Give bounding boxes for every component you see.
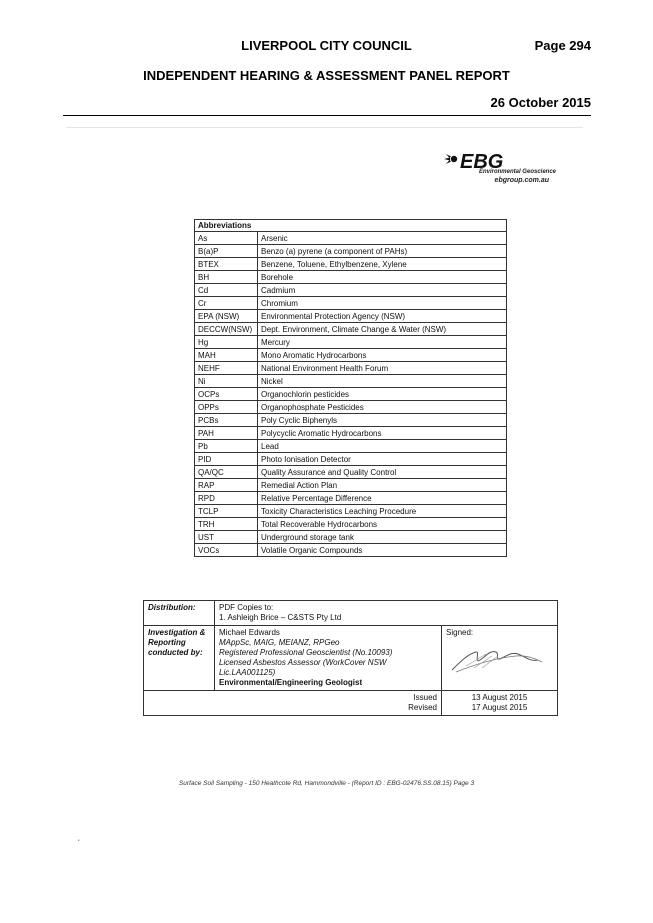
abbreviation-code: Cd: [195, 284, 258, 297]
author-licence: Licensed Asbestos Assessor (WorkCover NSW Lic.LAA001125): [219, 658, 387, 677]
report-title: INDEPENDENT HEARING & ASSESSMENT PANEL REPORT: [143, 68, 510, 83]
abbreviation-meaning: Volatile Organic Compounds: [258, 544, 507, 557]
abbreviations-table: [194, 219, 507, 557]
abbreviation-meaning: Dept. Environment, Climate Change & Water (NSW): [258, 323, 507, 336]
abbreviation-code: EPA (NSW): [195, 310, 258, 323]
abbreviation-code: MAH: [195, 349, 258, 362]
abbreviation-code: TRH: [195, 518, 258, 531]
abbreviation-code: BTEX: [195, 258, 258, 271]
dates-labels: [144, 691, 442, 716]
abbreviation-meaning: Quality Assurance and Quality Control: [258, 466, 507, 479]
abbreviation-row: [195, 518, 507, 531]
abbreviation-code: RPD: [195, 492, 258, 505]
abbreviation-meaning: Toxicity Characteristics Leaching Procedure: [258, 505, 507, 518]
abbreviation-row: [195, 427, 507, 440]
issued-date: 13 August 2015: [471, 693, 528, 702]
header-divider: [63, 115, 591, 116]
distribution-line-2: 1. Ashleigh Brice – C&STS Pty Ltd: [219, 613, 342, 622]
abbreviation-row: [195, 440, 507, 453]
abbreviation-row: [195, 245, 507, 258]
signature-image: [446, 642, 546, 676]
abbreviation-row: [195, 323, 507, 336]
abbreviation-code: RAP: [195, 479, 258, 492]
distribution-label: Distribution:: [144, 601, 215, 626]
abbreviation-code: Hg: [195, 336, 258, 349]
abbreviation-meaning: Mono Aromatic Hydrocarbons: [258, 349, 507, 362]
report-date: 26 October 2015: [490, 95, 591, 110]
abbreviation-row: [195, 284, 507, 297]
abbreviation-row: [195, 466, 507, 479]
abbreviation-code: OPPs: [195, 401, 258, 414]
page-number: Page 294: [534, 38, 591, 53]
abbreviation-row: [195, 375, 507, 388]
revised-label: Revised: [408, 703, 437, 712]
author-registration: Registered Professional Geoscientist (No.10093): [219, 648, 393, 657]
abbreviation-meaning: Nickel: [258, 375, 507, 388]
council-name: LIVERPOOL CITY COUNCIL: [241, 38, 412, 53]
abbreviation-meaning: Polycyclic Aromatic Hydrocarbons: [258, 427, 507, 440]
abbreviation-row: [195, 479, 507, 492]
abbreviation-code: B(a)P: [195, 245, 258, 258]
abbreviation-code: Pb: [195, 440, 258, 453]
abbreviation-code: As: [195, 232, 258, 245]
abbreviation-row: [195, 349, 507, 362]
abbreviation-row: [195, 401, 507, 414]
abbreviation-row: [195, 362, 507, 375]
abbreviation-row: [195, 505, 507, 518]
abbreviation-row: [195, 453, 507, 466]
abbreviation-row: [195, 414, 507, 427]
abbreviation-meaning: Lead: [258, 440, 507, 453]
abbreviation-code: OCPs: [195, 388, 258, 401]
distribution-line-1: PDF Copies to:: [219, 603, 274, 612]
abbreviation-meaning: Benzo (a) pyrene (a component of PAHs): [258, 245, 507, 258]
conducted-by-label: Investigation & Reporting conducted by:: [144, 626, 215, 691]
abbreviation-row: [195, 531, 507, 544]
abbreviation-row: [195, 388, 507, 401]
abbreviation-meaning: Chromium: [258, 297, 507, 310]
abbreviation-meaning: Photo Ionisation Detector: [258, 453, 507, 466]
distribution-table: [143, 600, 558, 716]
logo-wordmark: EBG: [460, 151, 504, 172]
abbreviation-meaning: Cadmium: [258, 284, 507, 297]
abbreviation-row: [195, 336, 507, 349]
author-qualifications: MAppSc, MAIG, MEIANZ, RPGeo: [219, 638, 340, 647]
logo-tagline: Environmental Geoscience: [478, 169, 556, 175]
abbreviation-code: QA/QC: [195, 466, 258, 479]
abbreviation-row: [195, 271, 507, 284]
issued-label: Issued: [413, 693, 437, 702]
abbreviation-meaning: Environmental Protection Agency (NSW): [258, 310, 507, 323]
signature-cell: [442, 626, 558, 691]
distribution-details: [215, 601, 558, 626]
abbreviation-code: VOCs: [195, 544, 258, 557]
abbreviation-code: Ni: [195, 375, 258, 388]
abbreviation-code: PID: [195, 453, 258, 466]
abbreviations-heading: Abbreviations: [195, 220, 507, 232]
abbreviation-meaning: Arsenic: [258, 232, 507, 245]
abbreviation-code: NEHF: [195, 362, 258, 375]
stray-mark: ʻ: [78, 838, 80, 847]
abbreviation-code: PCBs: [195, 414, 258, 427]
abbreviation-code: Cr: [195, 297, 258, 310]
abbreviation-meaning: Poly Cyclic Biphenyls: [258, 414, 507, 427]
abbreviation-code: UST: [195, 531, 258, 544]
abbreviation-meaning: Total Recoverable Hydrocarbons: [258, 518, 507, 531]
logo-url: ebgroup.com.au: [494, 177, 549, 184]
abbreviation-meaning: Underground storage tank: [258, 531, 507, 544]
author-name: Michael Edwards: [219, 628, 280, 637]
abbreviation-code: PAH: [195, 427, 258, 440]
dates-values: [442, 691, 558, 716]
abbreviation-meaning: Remedial Action Plan: [258, 479, 507, 492]
revised-date: 17 August 2015: [471, 703, 528, 712]
abbreviation-row: [195, 258, 507, 271]
abbreviation-code: TCLP: [195, 505, 258, 518]
abbreviation-code: DECCW(NSW): [195, 323, 258, 336]
abbreviation-row: [195, 310, 507, 323]
abbreviation-code: BH: [195, 271, 258, 284]
abbreviation-meaning: Borehole: [258, 271, 507, 284]
abbreviation-meaning: Organochlorin pesticides: [258, 388, 507, 401]
abbreviation-row: [195, 232, 507, 245]
abbreviation-meaning: National Environment Health Forum: [258, 362, 507, 375]
scan-edge-line: [66, 127, 583, 128]
abbreviation-meaning: Organophosphate Pesticides: [258, 401, 507, 414]
abbreviation-row: [195, 544, 507, 557]
abbreviation-meaning: Benzene, Toluene, Ethylbenzene, Xylene: [258, 258, 507, 271]
page-footer: Surface Soil Sampling - 150 Heathcote Rd, Hammondville - (Report ID : EBG-02476.SS.08.15) Page 3: [178, 780, 475, 787]
abbreviation-row: [195, 492, 507, 505]
abbreviation-meaning: Mercury: [258, 336, 507, 349]
author-role: Environmental/Engineering Geologist: [219, 678, 363, 687]
abbreviation-meaning: Relative Percentage Difference: [258, 492, 507, 505]
signed-label: Signed:: [446, 628, 474, 637]
author-details: [215, 626, 442, 691]
abbreviation-row: [195, 297, 507, 310]
